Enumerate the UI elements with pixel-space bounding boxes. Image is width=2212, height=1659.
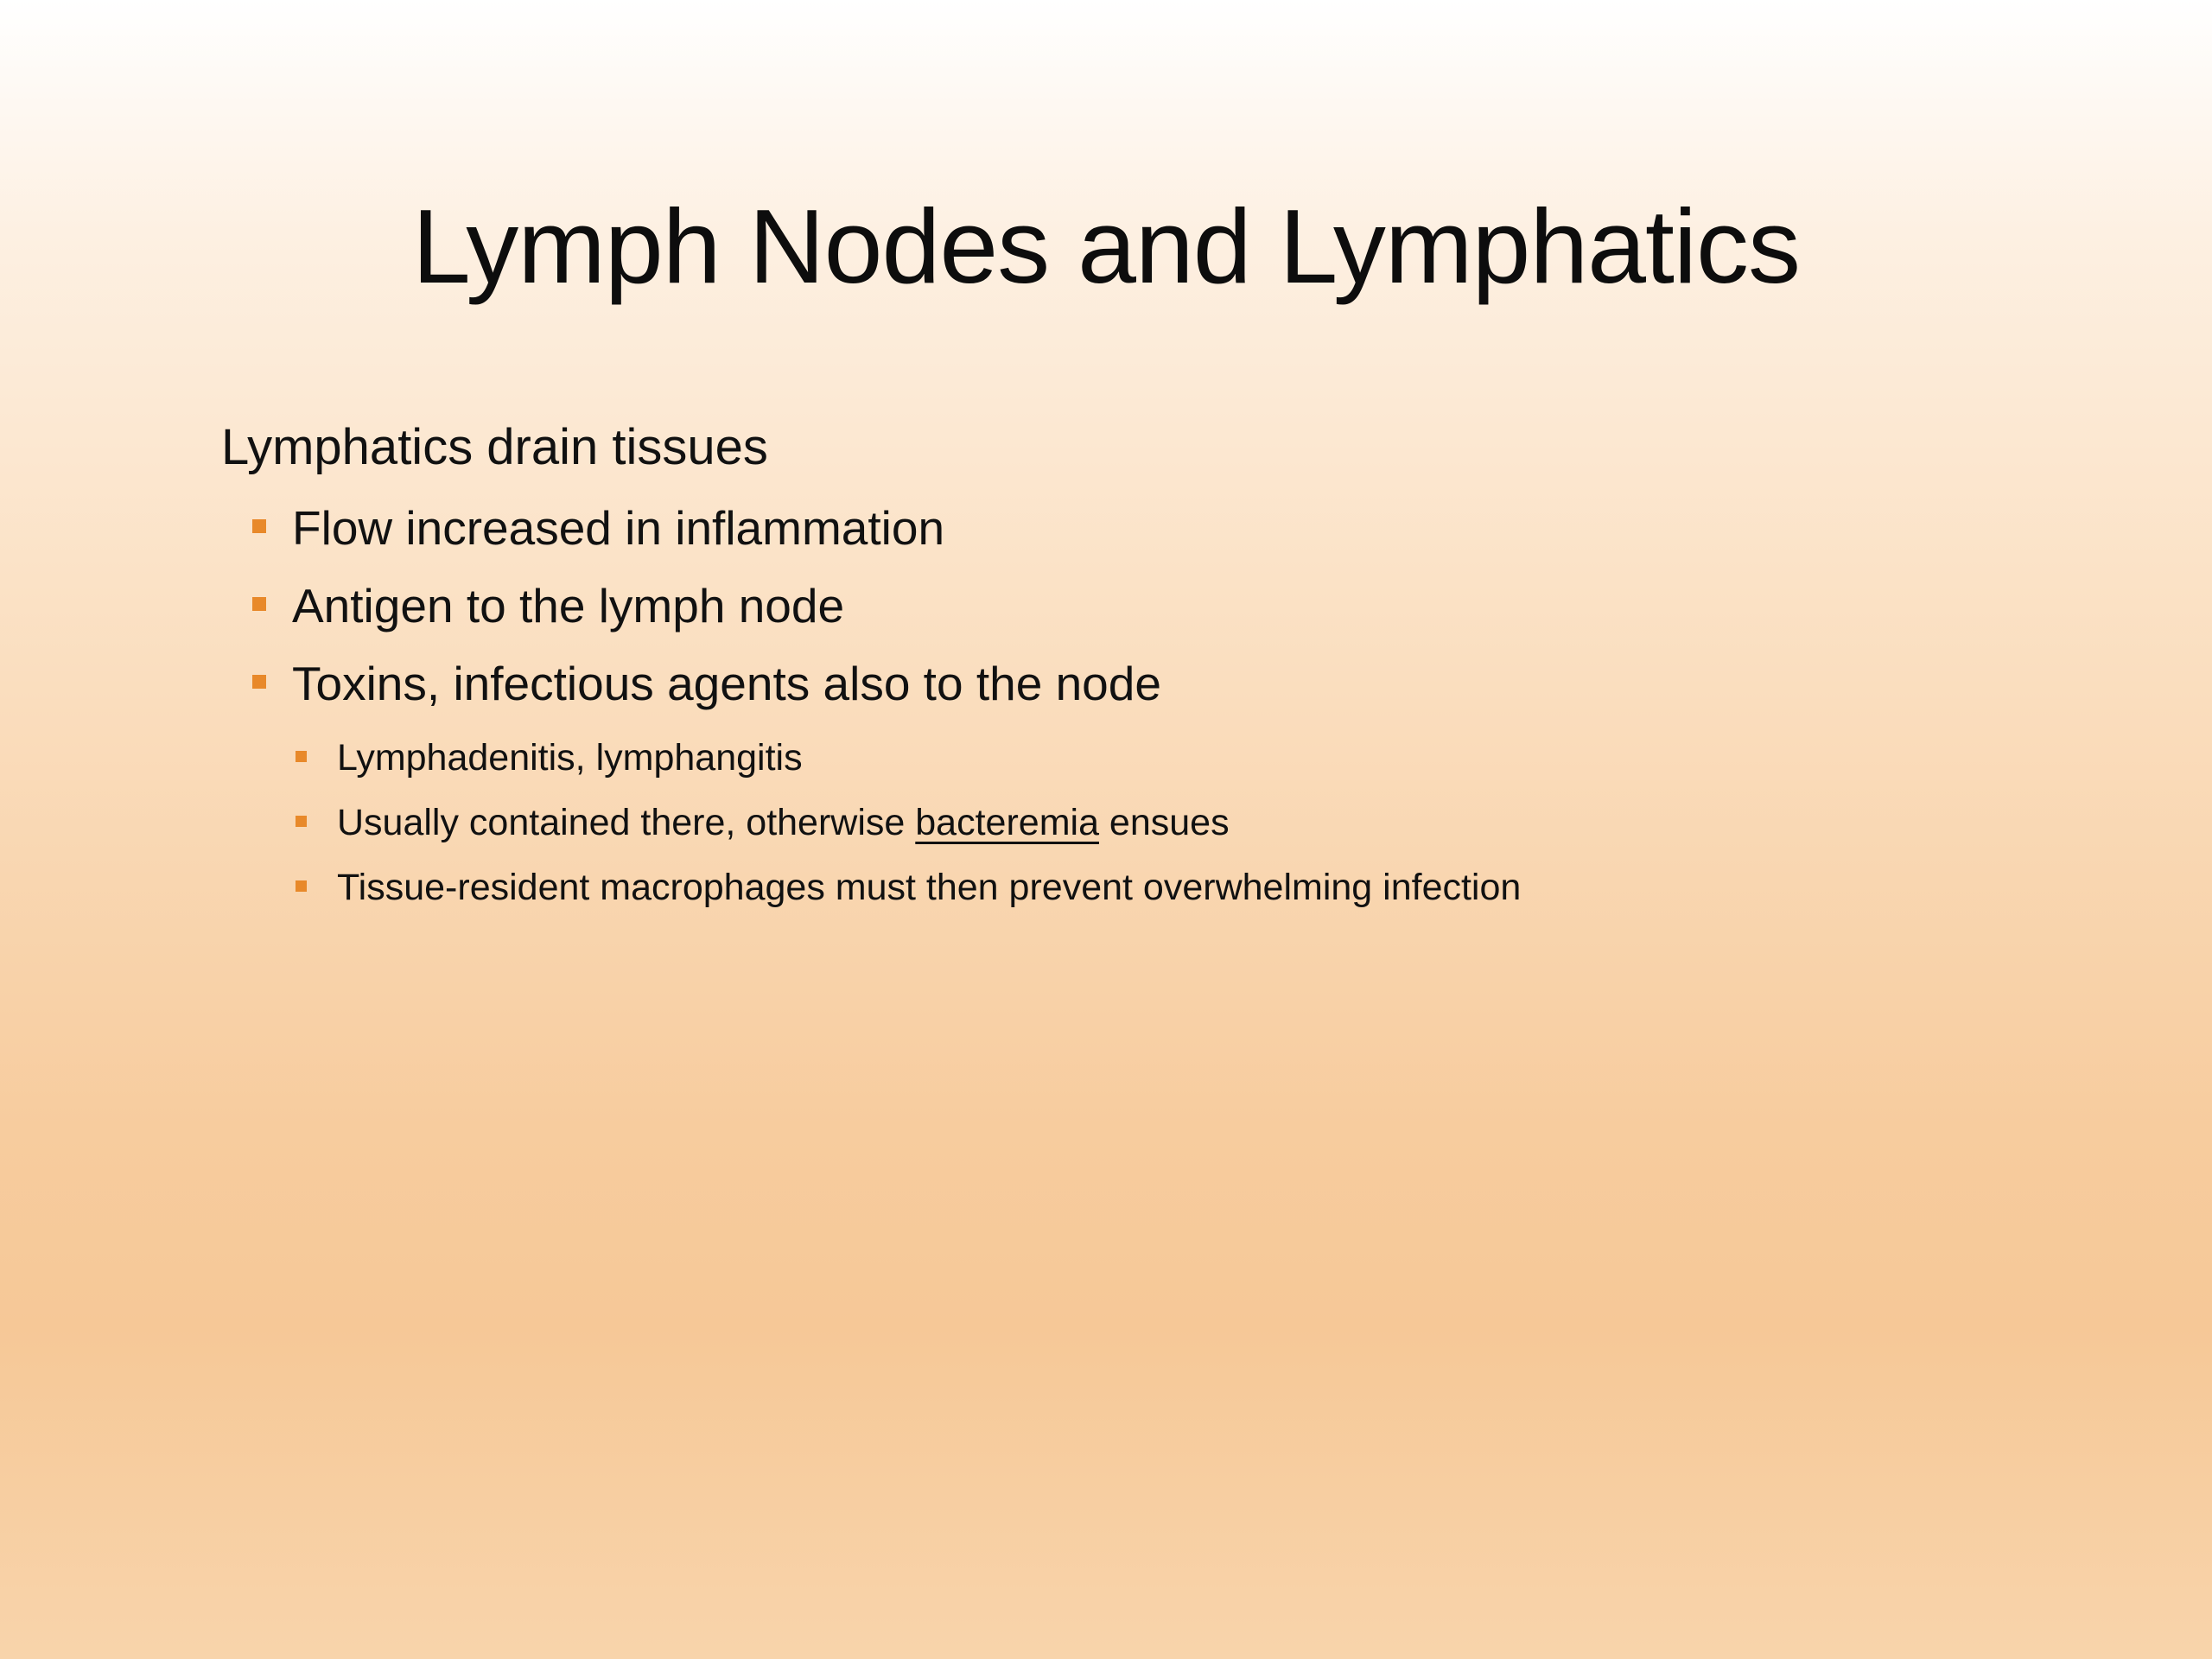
sub-list-item-text: Lymphadenitis, lymphangitis (337, 737, 803, 779)
square-bullet-icon (296, 880, 307, 892)
list-item (221, 645, 2036, 722)
bacteremia-link[interactable]: bacteremia (915, 802, 1099, 843)
list-item-text: Antigen to the lymph node (292, 579, 845, 632)
square-bullet-icon (252, 597, 266, 611)
sub-list-item (221, 726, 2036, 791)
square-bullet-icon (296, 816, 307, 827)
slide-content (221, 413, 2036, 920)
sub-bullet-list (221, 726, 2036, 920)
sub-list-item (221, 855, 2036, 920)
list-item (221, 567, 2036, 645)
heading-lymphatics: Lymphatics drain tissues (221, 419, 768, 475)
list-item-text: Toxins, infectious agents also to the node (292, 657, 1161, 710)
square-bullet-icon (252, 675, 266, 689)
sub-list-item-text: Tissue-resident macrophages must then prevent overwhelming infection (337, 867, 1522, 908)
sub-list-item-text-before: Usually contained there, otherwise (337, 802, 916, 843)
list-item-text: Flow increased in inflammation (292, 501, 945, 555)
square-bullet-icon (252, 519, 266, 533)
square-bullet-icon (296, 751, 307, 762)
sub-list-item-text-after: ensues (1098, 802, 1230, 843)
sub-list-item (221, 791, 2036, 855)
bullet-list (221, 489, 2036, 722)
slide-title: Lymph Nodes and Lymphatics (411, 188, 1801, 305)
list-item (221, 489, 2036, 567)
